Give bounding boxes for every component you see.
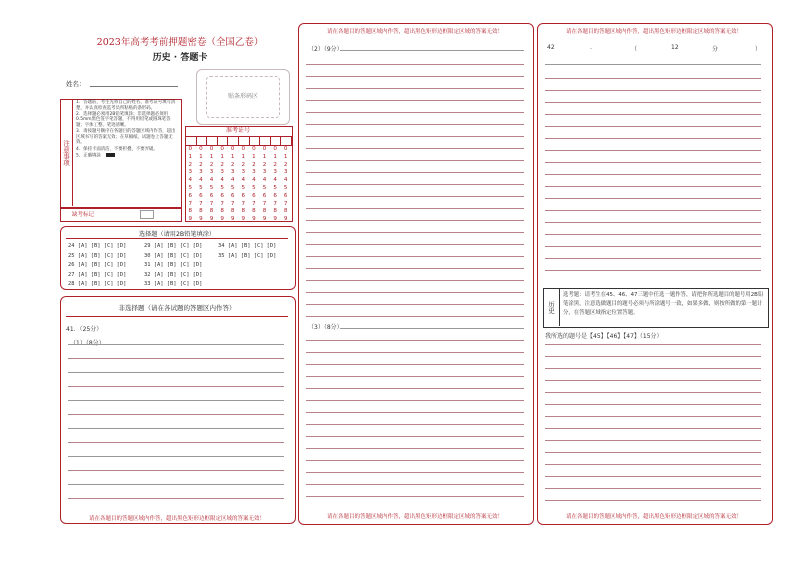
answer-line	[545, 488, 761, 489]
exam-digit-bubble[interactable]: 6	[230, 192, 235, 199]
exam-digit-bubble[interactable]: 0	[283, 146, 288, 152]
choice-question-33[interactable]: 33 [A] [B] [C] [D]	[144, 281, 203, 288]
exam-digit-bubble[interactable]: 2	[220, 161, 224, 168]
exam-digit-bubble[interactable]: 2	[241, 161, 246, 168]
exam-digit-bubble[interactable]: 4	[188, 177, 193, 184]
exam-digit-bubble[interactable]: 1	[199, 153, 203, 160]
answer-line	[545, 270, 761, 271]
answer-line	[306, 112, 524, 113]
exam-number-column	[238, 146, 249, 224]
answer-line	[68, 358, 284, 359]
exam-digit-bubble[interactable]: 2	[283, 161, 288, 168]
answer-line	[306, 340, 524, 341]
answer-line	[545, 368, 761, 369]
exam-digit-bubble[interactable]: 1	[262, 153, 267, 160]
exam-digit-bubble[interactable]: 5	[199, 184, 203, 191]
exam-digit-bubble[interactable]: 0	[209, 146, 214, 152]
answer-line	[306, 412, 524, 413]
answer-line	[306, 88, 524, 89]
answer-line	[545, 78, 761, 79]
choice-question-35[interactable]: 35 [A] [B] [C] [D]	[218, 252, 277, 259]
notice-list	[76, 100, 178, 159]
exam-digit-bubble[interactable]: 7	[262, 200, 267, 207]
choice-question-28[interactable]: 28 [A] [B] [C] [D]	[68, 281, 127, 288]
exam-digit-bubble[interactable]: 3	[230, 169, 235, 176]
question-42-paren-open: （	[631, 46, 638, 53]
exam-digit-bubble[interactable]: 2	[252, 161, 256, 168]
answer-line	[545, 428, 761, 429]
answer-line	[306, 376, 524, 377]
exam-digit-bubble[interactable]: 9	[273, 216, 277, 223]
exam-digit-bubble[interactable]: 3	[209, 169, 214, 176]
essay-divider	[66, 316, 288, 317]
exam-digit-bubble[interactable]: 0	[230, 146, 235, 152]
answer-line	[306, 76, 524, 77]
exam-digit-bubble[interactable]: 3	[188, 169, 193, 176]
exam-digit-bubble[interactable]: 5	[188, 184, 193, 191]
exam-digit-bubble[interactable]: 8	[199, 208, 203, 215]
answer-line	[68, 498, 284, 499]
question-42-paren-close: ）	[755, 46, 762, 53]
answer-line	[306, 124, 524, 125]
exam-digit-bubble[interactable]: 9	[209, 216, 214, 223]
card-subtitle: 历史 · 答题卡	[152, 53, 208, 63]
question-2-label: （2）（9分）	[308, 46, 343, 53]
exam-digit-bubble[interactable]: 3	[262, 169, 267, 176]
answer-line	[306, 244, 524, 245]
exam-digit-bubble[interactable]: 4	[199, 177, 203, 184]
exam-digit-bubble[interactable]: 2	[230, 161, 235, 168]
barcode-label: 贴条形码区	[206, 76, 280, 118]
exam-number-column	[196, 146, 207, 224]
question-3-label: （3）（8分）	[308, 324, 343, 331]
exam-digit-bubble[interactable]: 9	[199, 216, 203, 223]
answer-line	[306, 232, 524, 233]
optional-instructions: 选考题：请考生在45、46、47三题中任选一题作答，请把你所选题目的题号用2B铅笔涂黑，注意选做题目的题号必须与所涂题号一致，如果多做，则按所做的第一题计分，在答题区域指定位置答题。	[563, 292, 764, 316]
answer-line	[545, 222, 761, 223]
exam-digit-bubble[interactable]: 9	[252, 216, 256, 223]
exam-number-column	[217, 146, 228, 224]
exam-digit-bubble[interactable]: 8	[230, 208, 235, 215]
choice-title: 选择题（请用2B铅笔填涂）	[138, 231, 216, 238]
exam-digit-bubble[interactable]: 4	[273, 177, 277, 184]
exam-digit-bubble[interactable]: 8	[209, 208, 214, 215]
answer-line	[306, 208, 524, 209]
answer-line	[306, 424, 524, 425]
exam-digit-bubble[interactable]: 7	[199, 200, 203, 207]
answer-line	[68, 372, 284, 373]
answer-line	[545, 500, 761, 501]
answer-line	[306, 280, 524, 281]
choice-question-25[interactable]: 25 [A] [B] [C] [D]	[68, 252, 127, 259]
answer-line	[545, 114, 761, 115]
exam-digit-bubble[interactable]: 6	[209, 192, 214, 199]
panel-2-header: 请在各题目的答题区域内作答，超出黑色矩形边框限定区域的答案无效！	[326, 29, 503, 35]
absent-checkbox[interactable]	[140, 210, 154, 219]
answer-line	[340, 328, 524, 329]
answer-line	[545, 440, 761, 441]
panel-3-header: 请在各题目的答题区域内作答，超出黑色矩形边框限定区域的答案无效！	[565, 29, 742, 35]
exam-digit-bubble[interactable]: 7	[220, 200, 224, 207]
answer-line	[306, 436, 524, 437]
card-title: 2023年高考考前押题密卷（全国乙卷）	[96, 37, 264, 48]
answer-line	[545, 380, 761, 381]
answer-line	[545, 464, 761, 465]
exam-digit-bubble[interactable]: 9	[220, 216, 224, 223]
filled-example-mark	[106, 153, 115, 157]
answer-line	[545, 234, 761, 235]
answer-line	[545, 126, 761, 127]
choice-question-24[interactable]: 24 [A] [B] [C] [D]	[68, 243, 127, 249]
exam-number-column	[270, 146, 281, 224]
answer-line	[68, 470, 284, 471]
answer-line	[306, 316, 524, 317]
answer-line	[306, 148, 524, 149]
exam-digit-bubble[interactable]: 4	[220, 177, 224, 184]
question-42-score: 12	[671, 44, 679, 51]
exam-digit-bubble[interactable]: 1	[188, 153, 193, 160]
answer-line	[68, 442, 284, 443]
exam-digit-bubble[interactable]: 7	[252, 200, 256, 207]
exam-digit-bubble[interactable]: 0	[220, 146, 224, 152]
exam-digit-bubble[interactable]: 8	[252, 208, 256, 215]
exam-digit-bubble[interactable]: 8	[262, 208, 267, 215]
choice-question-30[interactable]: 30 [A] [B] [C] [D]	[144, 252, 203, 259]
exam-digit-bubble[interactable]: 5	[262, 184, 267, 191]
chosen-question-selector[interactable]: 我所选的题号是【45】【46】【47】（15分）	[545, 333, 663, 340]
exam-digit-bubble[interactable]: 6	[273, 192, 277, 199]
answer-line	[306, 388, 524, 389]
answer-line	[68, 400, 284, 401]
answer-line	[306, 292, 524, 293]
footer-warning-1: 请在各题目的答题区域内作答，超出黑色矩形边框限定区域的答案无效！	[88, 516, 265, 522]
exam-digit-bubble[interactable]: 6	[241, 192, 246, 199]
footer-warning-3: 请在各题目的答题区域内作答，超出黑色矩形边框限定区域的答案无效！	[565, 514, 742, 520]
exam-digit-bubble[interactable]: 8	[241, 208, 246, 215]
exam-digit-bubble[interactable]: 4	[209, 177, 214, 184]
answer-line	[545, 476, 761, 477]
choice-question-34[interactable]: 34 [A] [B] [C] [D]	[218, 243, 277, 249]
exam-digit-bubble[interactable]: 7	[241, 200, 246, 207]
exam-digit-bubble[interactable]: 6	[188, 192, 193, 199]
answer-line	[68, 414, 284, 415]
choice-question-26[interactable]: 26 [A] [B] [C] [D]	[68, 262, 127, 269]
answer-line	[545, 138, 761, 139]
answer-line	[68, 386, 284, 387]
answer-line	[306, 484, 524, 485]
exam-digit-bubble[interactable]: 3	[252, 169, 256, 176]
optional-subject-label: 历史	[543, 288, 560, 326]
answer-line	[545, 452, 761, 453]
answer-line	[306, 496, 524, 497]
exam-digit-bubble[interactable]: 5	[273, 184, 277, 191]
notice-item	[76, 153, 178, 159]
exam-digit-bubble[interactable]: 6	[262, 192, 267, 199]
question-41-1-label: （1）（8分）	[70, 340, 105, 347]
answer-line	[306, 64, 524, 65]
answer-line	[340, 50, 524, 51]
exam-digit-bubble[interactable]: 1	[252, 153, 256, 160]
answer-line	[306, 184, 524, 185]
answer-line	[545, 210, 761, 211]
answer-line	[306, 448, 524, 449]
choice-question-32[interactable]: 32 [A] [B] [C] [D]	[144, 271, 203, 278]
answer-line	[545, 356, 761, 357]
answer-line	[306, 364, 524, 365]
answer-line	[306, 136, 524, 137]
exam-digit-bubble[interactable]: 8	[188, 208, 193, 215]
answer-line	[545, 174, 761, 175]
absent-label: 缺考标记	[72, 212, 95, 218]
exam-digit-bubble[interactable]: 1	[241, 153, 246, 160]
exam-digit-bubble[interactable]: 0	[188, 146, 193, 152]
exam-number-column	[185, 146, 196, 224]
footer-warning-2: 请在各题目的答题区域内作答，超出黑色矩形边框限定区域的答案无效！	[326, 514, 503, 520]
question-42-number: 42	[547, 44, 555, 51]
exam-number-column	[227, 146, 238, 224]
answer-line	[306, 268, 524, 269]
exam-number-column	[249, 146, 260, 224]
exam-digit-bubble[interactable]: 8	[283, 208, 288, 215]
exam-digit-bubble[interactable]: 5	[241, 184, 246, 191]
exam-digit-bubble[interactable]: 5	[230, 184, 235, 191]
answer-line	[68, 484, 284, 485]
exam-digit-bubble[interactable]: 5	[283, 184, 288, 191]
exam-digit-bubble[interactable]: 4	[252, 177, 256, 184]
answer-line	[545, 416, 761, 417]
notice-item: 4．保持卡面清洁，不要折叠，不要弄破。	[76, 146, 158, 152]
exam-digit-bubble[interactable]: 0	[241, 146, 246, 152]
answer-line	[545, 102, 761, 103]
exam-digit-bubble[interactable]: 2	[188, 161, 193, 168]
answer-line	[306, 304, 524, 305]
essay-title: 非选择题（请在各试题的答题区内作答）	[118, 304, 236, 312]
answer-line	[545, 392, 761, 393]
answer-line	[68, 344, 284, 345]
answer-line	[545, 186, 761, 187]
answer-line	[68, 456, 284, 457]
answer-panel-2	[298, 23, 534, 525]
question-41-label: 41．（25分）	[66, 326, 103, 333]
exam-digit-bubble[interactable]: 9	[241, 216, 246, 223]
exam-digit-bubble[interactable]: 1	[220, 153, 224, 160]
exam-digit-bubble[interactable]: 9	[262, 216, 267, 223]
exam-digit-bubble[interactable]: 2	[209, 161, 214, 168]
answer-line	[545, 258, 761, 259]
exam-digit-bubble[interactable]: 4	[241, 177, 246, 184]
notice-item-5-text: 5．正确填涂	[76, 153, 101, 159]
answer-line	[306, 220, 524, 221]
answer-line	[306, 172, 524, 173]
exam-digit-bubble[interactable]: 4	[262, 177, 267, 184]
notice-item: 2．选择题必须用2B铅笔填涂；非选择题必须用0.5mm黑色签字笔答题，不得用铅笔或圆珠笔答题；字体工整、笔迹清晰。	[76, 111, 171, 128]
exam-digit-bubble[interactable]: 7	[188, 200, 193, 207]
answer-line	[545, 246, 761, 247]
name-field[interactable]	[90, 86, 178, 87]
question-42-unit: 分	[712, 46, 719, 53]
answer-line	[545, 90, 761, 91]
exam-number-column	[259, 146, 270, 224]
exam-digit-bubble[interactable]: 3	[220, 169, 224, 176]
answer-line	[68, 428, 284, 429]
answer-line	[545, 162, 761, 163]
exam-digit-bubble[interactable]: 1	[283, 153, 288, 160]
exam-digit-bubble[interactable]: 6	[199, 192, 203, 199]
exam-digit-bubble[interactable]: 8	[273, 208, 277, 215]
exam-number-write-cell	[280, 136, 292, 146]
exam-digit-bubble[interactable]: 4	[230, 177, 235, 184]
exam-digit-bubble[interactable]: 5	[220, 184, 224, 191]
answer-line	[545, 150, 761, 151]
exam-digit-bubble[interactable]: 6	[220, 192, 224, 199]
answer-panel-3	[537, 23, 773, 525]
answer-line	[306, 160, 524, 161]
exam-digit-bubble[interactable]: 3	[283, 169, 288, 176]
exam-digit-bubble[interactable]: 5	[252, 184, 256, 191]
exam-digit-bubble[interactable]: 1	[273, 153, 277, 160]
exam-digit-bubble[interactable]: 7	[230, 200, 235, 207]
answer-line	[306, 460, 524, 461]
choice-question-31[interactable]: 31 [A] [B] [C] [D]	[144, 262, 203, 269]
answer-line	[545, 198, 761, 199]
exam-digit-bubble[interactable]: 3	[273, 169, 277, 176]
answer-line	[306, 472, 524, 473]
exam-number-column	[280, 146, 291, 224]
exam-digit-bubble[interactable]: 0	[252, 146, 256, 152]
answer-line	[306, 256, 524, 257]
exam-digit-bubble[interactable]: 8	[220, 208, 224, 215]
answer-line	[306, 352, 524, 353]
exam-digit-bubble[interactable]: 0	[262, 146, 267, 152]
name-label: 姓名：	[66, 80, 86, 88]
exam-digit-bubble[interactable]: 2	[273, 161, 277, 168]
notice-item: 1．答题前，考生先将自己的姓名、准考证号填写清楚，并认真检查监考员所粘贴的条形码。	[76, 100, 176, 111]
answer-line	[306, 196, 524, 197]
exam-digit-bubble[interactable]: 3	[199, 169, 203, 176]
answer-line	[545, 64, 761, 65]
exam-digit-bubble[interactable]: 4	[283, 177, 288, 184]
exam-digit-bubble[interactable]: 0	[199, 146, 203, 152]
answer-line	[545, 404, 761, 405]
exam-digit-bubble[interactable]: 7	[273, 200, 277, 207]
choice-question-27[interactable]: 27 [A] [B] [C] [D]	[68, 271, 127, 278]
choice-question-29[interactable]: 29 [A] [B] [C] [D]	[144, 243, 203, 249]
exam-digit-bubble[interactable]: 7	[209, 200, 214, 207]
exam-digit-bubble[interactable]: 9	[188, 216, 193, 223]
exam-digit-bubble[interactable]: 7	[283, 200, 288, 207]
exam-digit-bubble[interactable]: 6	[283, 192, 288, 199]
exam-digit-bubble[interactable]: 2	[199, 161, 203, 168]
exam-digit-bubble[interactable]: 1	[209, 153, 214, 160]
notice-item: 3．请按题号顺序在各题目的答题区域内作答，超出区域书写的答案无效；在草稿纸、试题卷上答题无效。	[76, 129, 176, 146]
exam-digit-bubble[interactable]: 0	[273, 146, 277, 152]
exam-digit-bubble[interactable]: 3	[241, 169, 246, 176]
exam-digit-bubble[interactable]: 9	[283, 216, 288, 223]
exam-digit-bubble[interactable]: 5	[209, 184, 214, 191]
answer-line	[545, 344, 761, 345]
exam-digit-bubble[interactable]: 1	[230, 153, 235, 160]
exam-digit-bubble[interactable]: 9	[230, 216, 235, 223]
answer-line	[306, 100, 524, 101]
exam-number-title: 准考证号	[185, 126, 291, 137]
choice-divider	[66, 238, 288, 239]
exam-number-column	[206, 146, 217, 224]
exam-digit-bubble[interactable]: 2	[262, 161, 267, 168]
exam-digit-bubble[interactable]: 6	[252, 192, 256, 199]
answer-line	[306, 400, 524, 401]
question-42-dot: .	[590, 44, 592, 51]
notice-label: 注意事项	[60, 99, 73, 206]
